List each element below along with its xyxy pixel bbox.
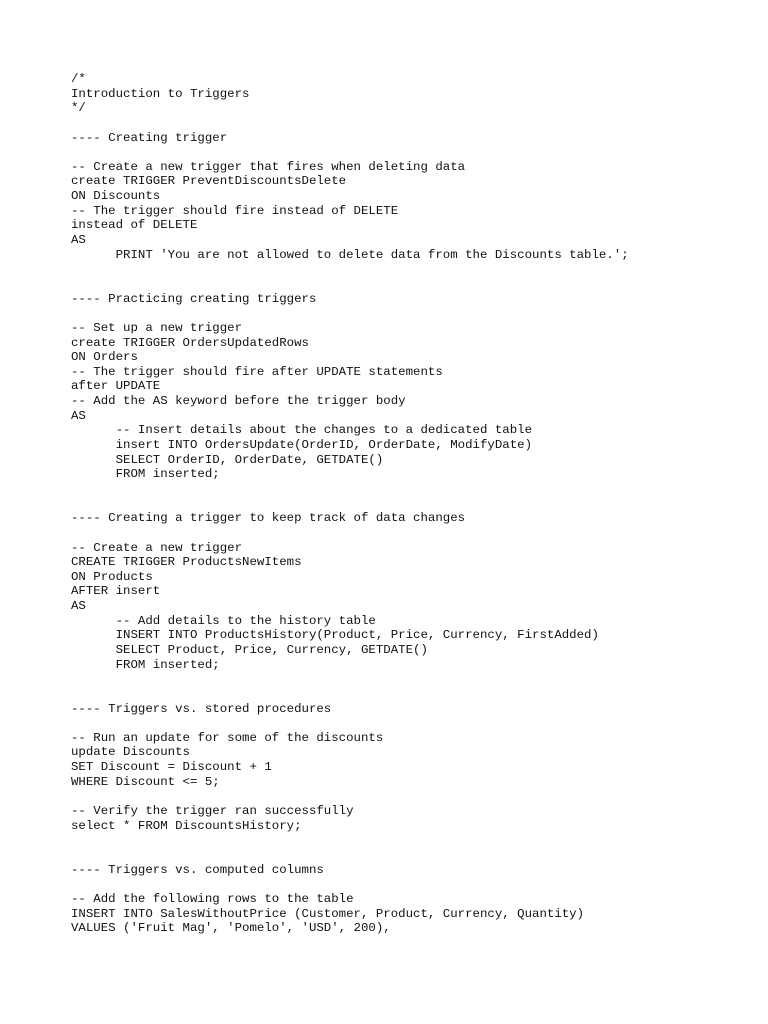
document-line: ---- Triggers vs. computed columns bbox=[71, 862, 324, 877]
document-line: PRINT 'You are not allowed to delete data from the Discounts table.'; bbox=[71, 247, 629, 262]
document-line bbox=[71, 789, 751, 804]
document-line bbox=[71, 833, 751, 848]
document-line: -- The trigger should fire instead of DELETE bbox=[71, 203, 399, 218]
document-line bbox=[71, 116, 751, 131]
document-line: AS bbox=[71, 233, 86, 248]
document-line: -- Create a new trigger that fires when deleting data bbox=[71, 159, 466, 174]
document-line: AS bbox=[71, 599, 86, 614]
document-line: ON Orders bbox=[71, 350, 138, 365]
document-line: -- Verify the trigger ran successfully bbox=[71, 804, 354, 819]
document-line: INSERT INTO ProductsHistory(Product, Price, Currency, FirstAdded) bbox=[71, 628, 599, 643]
document-page bbox=[71, 72, 751, 936]
document-line: ---- Practicing creating triggers bbox=[71, 291, 317, 306]
document-line: ---- Triggers vs. stored procedures bbox=[71, 701, 332, 716]
document-line: after UPDATE bbox=[71, 379, 161, 394]
document-line: SELECT OrderID, OrderDate, GETDATE() bbox=[71, 452, 384, 467]
document-line bbox=[71, 482, 751, 497]
document-line: SELECT Product, Price, Currency, GETDATE() bbox=[71, 642, 428, 657]
document-line: -- Add the following rows to the table bbox=[71, 891, 354, 906]
document-line: AFTER insert bbox=[71, 584, 161, 599]
document-line: */ bbox=[71, 101, 86, 116]
document-line: Introduction to Triggers bbox=[71, 86, 250, 101]
document-line: VALUES ('Fruit Mag', 'Pomelo', 'USD', 200), bbox=[71, 921, 391, 936]
document-line bbox=[71, 672, 751, 687]
document-line: -- Set up a new trigger bbox=[71, 320, 243, 335]
document-line: AS bbox=[71, 408, 86, 423]
document-line: INSERT INTO SalesWithoutPrice (Customer, Product, Currency, Quantity) bbox=[71, 906, 585, 921]
document-line: -- Add the AS keyword before the trigger body bbox=[71, 394, 406, 409]
document-line: -- Add details to the history table bbox=[71, 613, 376, 628]
document-line bbox=[71, 687, 751, 702]
document-line: ON Discounts bbox=[71, 189, 161, 204]
document-line: insert INTO OrdersUpdate(OrderID, OrderDate, ModifyDate) bbox=[71, 438, 533, 453]
document-line: -- Run an update for some of the discounts bbox=[71, 730, 384, 745]
document-line: update Discounts bbox=[71, 745, 190, 760]
document-line: ---- Creating a trigger to keep track of data changes bbox=[71, 511, 466, 526]
document-line: FROM inserted; bbox=[71, 467, 220, 482]
document-line: create TRIGGER PreventDiscountsDelete bbox=[71, 174, 347, 189]
document-line bbox=[71, 526, 751, 541]
document-line: /* bbox=[71, 72, 86, 86]
document-line: instead of DELETE bbox=[71, 218, 198, 233]
document-line bbox=[71, 277, 751, 292]
document-line: SET Discount = Discount + 1 bbox=[71, 760, 272, 775]
document-line bbox=[71, 848, 751, 863]
document-line bbox=[71, 145, 751, 160]
document-line: select * FROM DiscountsHistory; bbox=[71, 818, 302, 833]
document-line: -- Insert details about the changes to a dedicated table bbox=[71, 423, 533, 438]
document-line: create TRIGGER OrdersUpdatedRows bbox=[71, 335, 309, 350]
document-line: CREATE TRIGGER ProductsNewItems bbox=[71, 555, 302, 570]
document-line bbox=[71, 306, 751, 321]
document-line: ---- Creating trigger bbox=[71, 130, 228, 145]
document-line: FROM inserted; bbox=[71, 657, 220, 672]
document-line: WHERE Discount <= 5; bbox=[71, 774, 220, 789]
document-line bbox=[71, 497, 751, 512]
document-line: ON Products bbox=[71, 569, 153, 584]
document-line bbox=[71, 716, 751, 731]
document-line: -- Create a new trigger bbox=[71, 540, 243, 555]
document-line: -- The trigger should fire after UPDATE statements bbox=[71, 364, 443, 379]
document-line bbox=[71, 877, 751, 892]
document-line bbox=[71, 262, 751, 277]
